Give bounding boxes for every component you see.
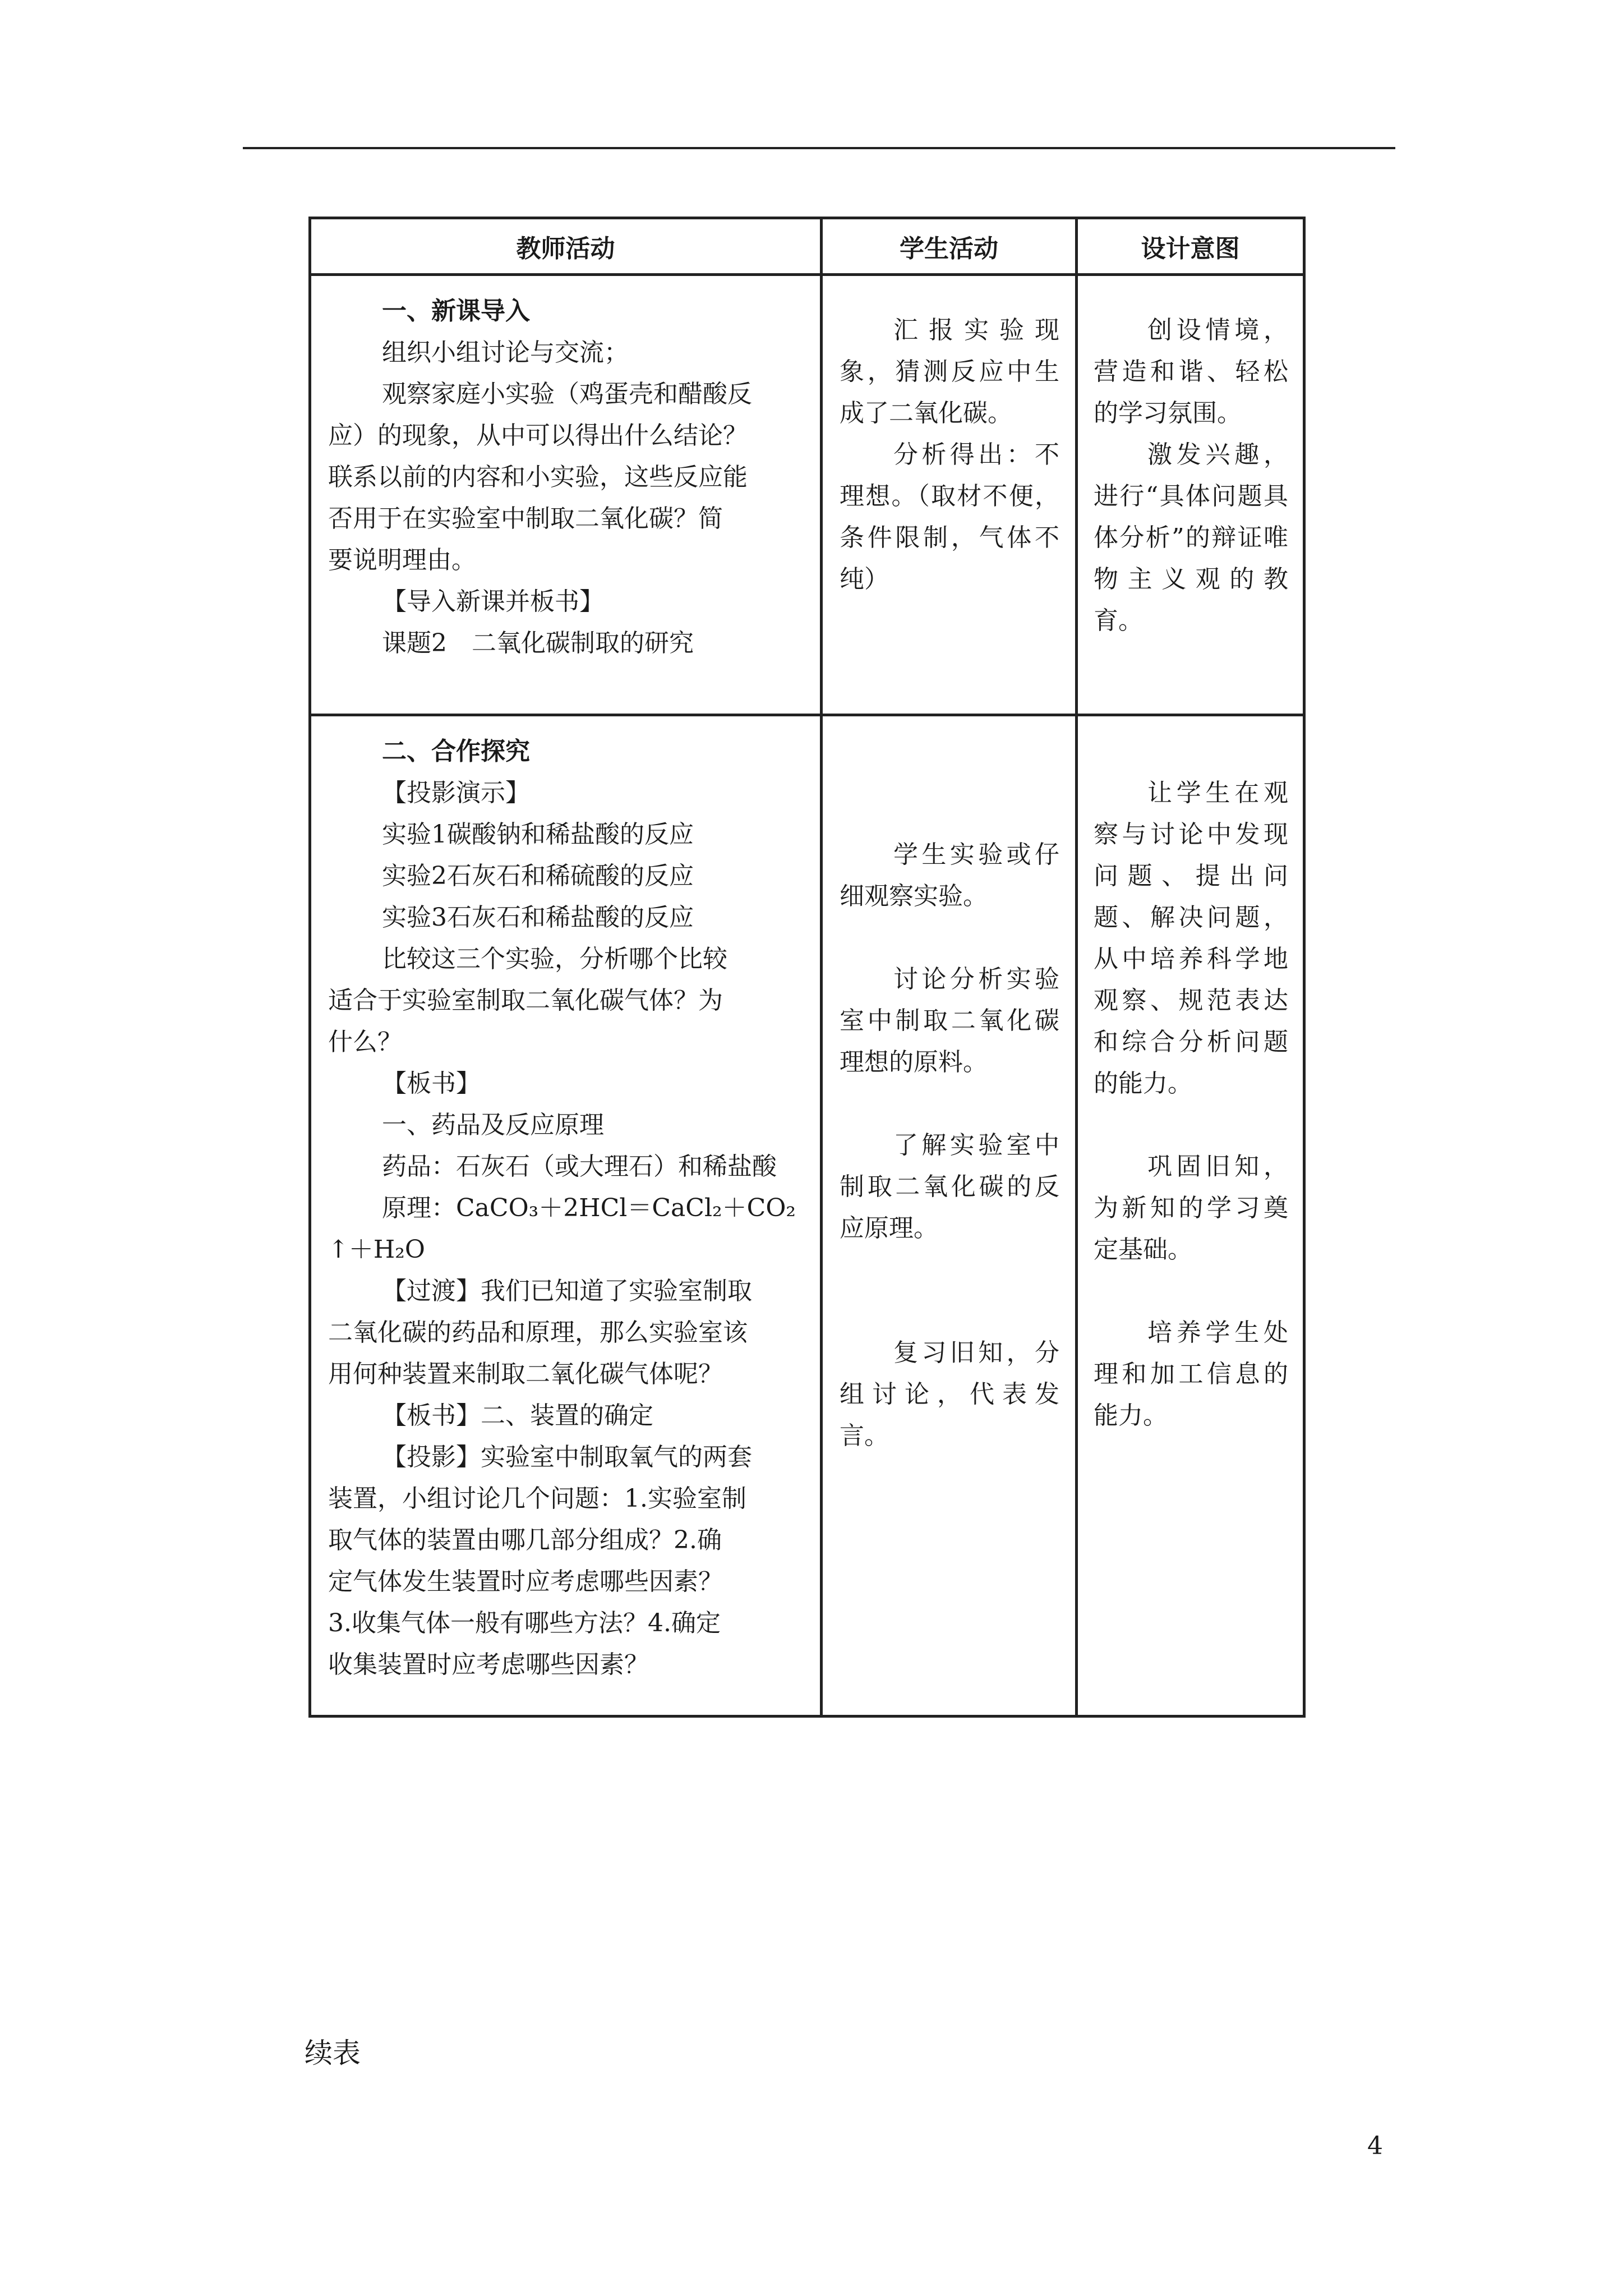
teacher-line: 观察家庭小实验（鸡蛋壳和醋酸反: [382, 380, 752, 408]
student-paragraph: 了解实验室中制取二氧化碳的反应原理。: [840, 1131, 1059, 1243]
teacher-line: 二氧化碳的药品和原理，那么实验室该: [328, 1318, 748, 1347]
teacher-line: 原理：CaCO₃＋2HCl＝CaCl₂＋CO₂: [382, 1194, 796, 1222]
student-activity-cell: [822, 275, 1077, 715]
page-number: 4: [1367, 2132, 1383, 2160]
teacher-line: 【投影演示】: [382, 779, 530, 807]
design-paragraph: 让学生在观察与讨论中发现问题、提出问题、解决问题，从中培养科学地观察、规范表达和综合分析问题的能力。: [1094, 779, 1288, 1098]
student-paragraph: 分析得出：不理想。（取材不便，条件限制，气体不纯）: [840, 440, 1059, 593]
teacher-line: 【板书】: [382, 1069, 481, 1098]
teacher-line: 实验3石灰石和稀盐酸的反应: [382, 903, 694, 932]
student-activity-cell: [822, 715, 1077, 1717]
design-paragraph: 激发兴趣，进行“具体问题具体分析”的辩证唯物主义观的教育。: [1094, 440, 1288, 635]
design-paragraph: 创设情境，营造和谐、轻松的学习氛围。: [1094, 316, 1288, 427]
design-intent-cell: [1077, 715, 1304, 1717]
header-student-activity: 学生活动: [822, 218, 1077, 275]
teacher-activity-cell: [310, 275, 822, 715]
student-paragraph: 汇报实验现象，猜测反应中生成了二氧化碳。: [840, 316, 1059, 427]
table-row: [310, 715, 1304, 1717]
teacher-line: 实验2石灰石和稀硫酸的反应: [382, 862, 694, 890]
teacher-line: 适合于实验室制取二氧化碳气体？为: [328, 986, 723, 1015]
student-paragraph: 学生实验或仔细观察实验。: [840, 840, 1059, 910]
teacher-line: ↑＋H₂O: [328, 1235, 425, 1264]
teacher-line: 比较这三个实验，分析哪个比较: [382, 945, 727, 973]
teacher-line: 要说明理由。: [328, 546, 476, 574]
teacher-line: 定气体发生装置时应考虑哪些因素？: [328, 1567, 723, 1596]
teacher-line: 实验1碳酸钠和稀盐酸的反应: [382, 820, 694, 849]
teacher-line: 联系以前的内容和小实验，这些反应能: [328, 463, 748, 491]
section-heading: 一、新课导入: [382, 297, 530, 325]
header-teacher-activity: 教师活动: [310, 218, 822, 275]
teacher-line: 一、药品及反应原理: [382, 1111, 604, 1139]
teacher-line: 药品：石灰石（或大理石）和稀盐酸: [382, 1152, 777, 1181]
design-paragraph: 培养学生处理和加工信息的能力。: [1094, 1318, 1288, 1430]
teacher-line: 课题2 二氧化碳制取的研究: [382, 629, 694, 657]
lesson-plan-table: [308, 217, 1306, 1718]
teacher-line: 收集装置时应考虑哪些因素？: [328, 1650, 649, 1679]
table-row: [310, 275, 1304, 715]
table-header-row: [310, 218, 1304, 275]
continued-table-label: 续表: [305, 2037, 361, 2069]
teacher-line: 组织小组讨论与交流；: [382, 338, 629, 367]
teacher-line: 用何种装置来制取二氧化碳气体呢？: [328, 1360, 723, 1388]
design-paragraph: 巩固旧知，为新知的学习奠定基础。: [1094, 1152, 1288, 1264]
student-paragraph: 复习旧知，分组讨论，代表发言。: [840, 1338, 1059, 1450]
teacher-line: 装置，小组讨论几个问题：1.实验室制: [328, 1484, 746, 1513]
teacher-line: 【板书】二、装置的确定: [382, 1401, 653, 1430]
teacher-activity-cell: [310, 715, 822, 1717]
teacher-line: 取气体的装置由哪几部分组成？2.确: [328, 1526, 722, 1554]
teacher-line: 【过渡】我们已知道了实验室制取: [382, 1277, 752, 1305]
student-paragraph: 讨论分析实验室中制取二氧化碳理想的原料。: [840, 965, 1059, 1076]
header-design-intent: 设计意图: [1077, 218, 1304, 275]
teacher-line: 【投影】实验室中制取氧气的两套: [382, 1443, 752, 1471]
header-rule: [243, 147, 1395, 149]
teacher-line: 什么？: [328, 1028, 402, 1056]
teacher-line: 【导入新课并板书】: [382, 587, 604, 616]
section-heading: 二、合作探究: [382, 737, 530, 766]
teacher-line: 否用于在实验室中制取二氧化碳？简: [328, 504, 723, 533]
design-intent-cell: [1077, 275, 1304, 715]
teacher-line: 3.收集气体一般有哪些方法？4.确定: [328, 1609, 721, 1637]
teacher-line: 应）的现象，从中可以得出什么结论？: [328, 421, 748, 450]
